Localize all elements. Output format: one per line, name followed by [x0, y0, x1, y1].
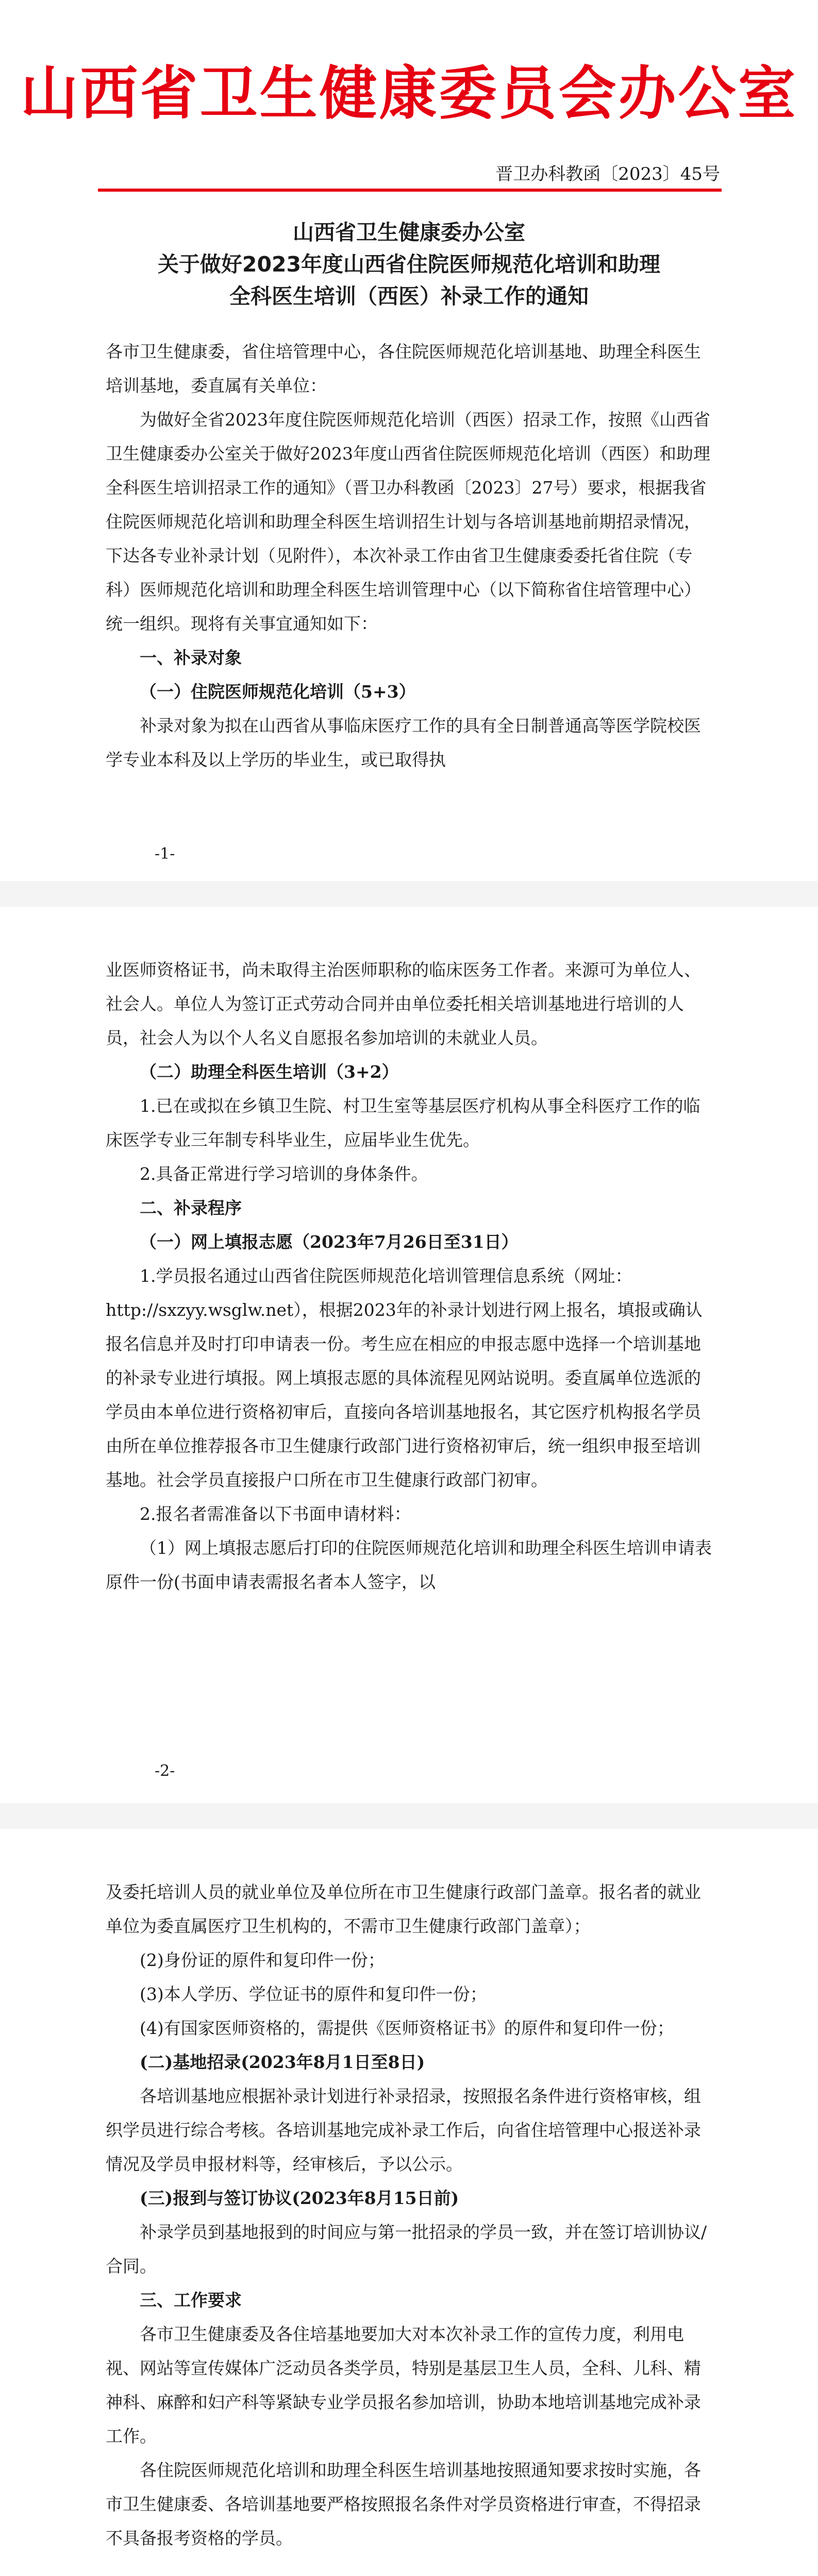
material-3: (3)本人学历、学位证书的原件和复印件一份； [140, 1984, 487, 2004]
requirement-2: 2.具备正常进行学习培训的身体条件。 [140, 1164, 428, 1184]
page-3-body [106, 1875, 714, 2555]
org-header-title: 山西省卫生健康委员会办公室 [20, 60, 798, 127]
section-2-1-heading: （一）网上填报志愿（2023年7月26日至31日） [140, 1232, 519, 1252]
requirement-1: 1.已在或拟在乡镇卫生院、村卫生室等基层医疗机构从事全科医疗工作的临床医学专业三年制专科毕业生，应届毕业生优先。 [106, 1096, 700, 1150]
step-1-text: 1.学员报名通过山西省住院医师规范化培训管理信息系统（网址：http://sxzyy.wsglw.net），根据2023年的补录计划进行网上报名，填报或确认报名信息并及时打印申请表一份。考生应在相应的申报志愿中选择一个培训基地的补录专业进行填报。网上填报志愿的具体流程见网站说明。委直属单位选派的学员由本单位进行资格初审后，直接向各培训基地报名，其它医疗机构报名学员由所在单位推荐报各市卫生健康行政部门进行资格初审后，统一组织申报至培训基地。社会学员直接报户口所在市卫生健康行政部门初审。 [106, 1266, 703, 1490]
section-2-heading: 二、补录程序 [140, 1198, 242, 1218]
step-2-text: 2.报名者需准备以下书面申请材料： [140, 1504, 411, 1524]
red-divider-line [98, 189, 722, 192]
section-2-3-heading: (三)报到与签订协议(2023年8月15日前) [140, 2188, 459, 2208]
page-gap [0, 881, 818, 907]
section-2-3-text: 补录学员到基地报到的时间应与第一批招录的学员一致，并在签订培训协议/合同。 [106, 2222, 707, 2276]
section-1-2-heading: （二）助理全科医生培训（3+2） [140, 1062, 399, 1082]
section-3-heading: 三、工作要求 [140, 2290, 242, 2310]
document-number: 晋卫办科教函〔2023〕45号 [495, 164, 720, 184]
title-line-1: 山西省卫生健康委办公室 [293, 220, 525, 245]
work-requirement-1: 各市卫生健康委及各住培基地要加大对本次补录工作的宣传力度，利用电视、网站等宣传媒体广泛动员各类学员，特别是基层卫生人员，全科、儿科、精神科、麻醉和妇产科等紧缺专业学员报名参加培训，协助本地培训基地完成补录工作。 [106, 2324, 701, 2446]
section-1-1-heading: （一）住院医师规范化培训（5+3） [140, 682, 416, 702]
page-number: -1- [155, 845, 175, 863]
page-2 [0, 907, 818, 1803]
section-1-1-continued: 业医师资格证书，尚未取得主治医师职称的临床医务工作者。来源可为单位人、社会人。单位人为签订正式劳动合同并由单位委托相关培训基地进行培训的人员，社会人为以个人名义自愿报名参加培训的未就业人员。 [106, 960, 701, 1048]
section-2-2-heading: (二)基地招录(2023年8月1日至8日) [140, 2052, 425, 2072]
work-requirement-2: 各住院医师规范化培训和助理全科医生培训基地按照通知要求按时实施，各市卫生健康委、各培训基地要严格按照报名条件对学员资格进行审查，不得招录不具备报考资格的学员。 [106, 2460, 701, 2548]
page-2-body [106, 953, 714, 1599]
section-2-2-text: 各培训基地应根据补录计划进行补录招录，按照报名条件进行资格审核，组织学员进行综合考核。各培训基地完成补录工作后，向省住培管理中心报送补录情况及学员申报材料等，经审核后，予以公示。 [106, 2086, 701, 2174]
title-line-2: 关于做好2023年度山西省住院医师规范化培训和助理 [157, 252, 661, 277]
section-1-heading: 一、补录对象 [140, 648, 242, 668]
page-1-body [106, 335, 714, 777]
section-1-1-text: 补录对象为拟在山西省从事临床医疗工作的具有全日制普通高等医学院校医学专业本科及以上学历的毕业生，或已取得执 [106, 716, 701, 770]
title-line-3: 全科医生培训（西医）补录工作的通知 [229, 284, 589, 309]
page-number: -2- [155, 1762, 175, 1780]
document-title [0, 216, 818, 312]
material-2: (2)身份证的原件和复印件一份； [140, 1950, 385, 1970]
page-gap [0, 1803, 818, 1829]
material-1-continued: 及委托培训人员的就业单位及单位所在市卫生健康行政部门盖章。报名者的就业单位为委直属医疗卫生机构的，不需市卫生健康行政部门盖章）； [106, 1882, 701, 1936]
material-1: （1）网上填报志愿后打印的住院医师规范化培训和助理全科医生培训申请表原件一份(书面申请表需报名者本人签字，以 [106, 1538, 712, 1592]
page-3 [0, 1829, 818, 2576]
intro-paragraph: 为做好全省2023年度住院医师规范化培训（西医）招录工作，按照《山西省卫生健康委办公室关于做好2023年度山西省住院医师规范化培训（西医）和助理全科医生培训招录工作的通知》（晋卫办科教函〔2023〕27号）要求，根据我省住院医师规范化培训和助理全科医生培训招生计划与各培训基地前期招录情况，下达各专业补录计划（见附件），本次补录工作由省卫生健康委委托省住院（专科）医师规范化培训和助理全科医生培训管理中心（以下简称省住培管理中心）统一组织。现将有关事宜通知如下： [106, 410, 710, 634]
addressee: 各市卫生健康委，省住培管理中心，各住院医师规范化培训基地、助理全科医生培训基地，委直属有关单位： [106, 342, 701, 396]
material-4: (4)有国家医师资格的，需提供《医师资格证书》的原件和复印件一份； [140, 2018, 674, 2038]
page-1 [0, 0, 818, 881]
